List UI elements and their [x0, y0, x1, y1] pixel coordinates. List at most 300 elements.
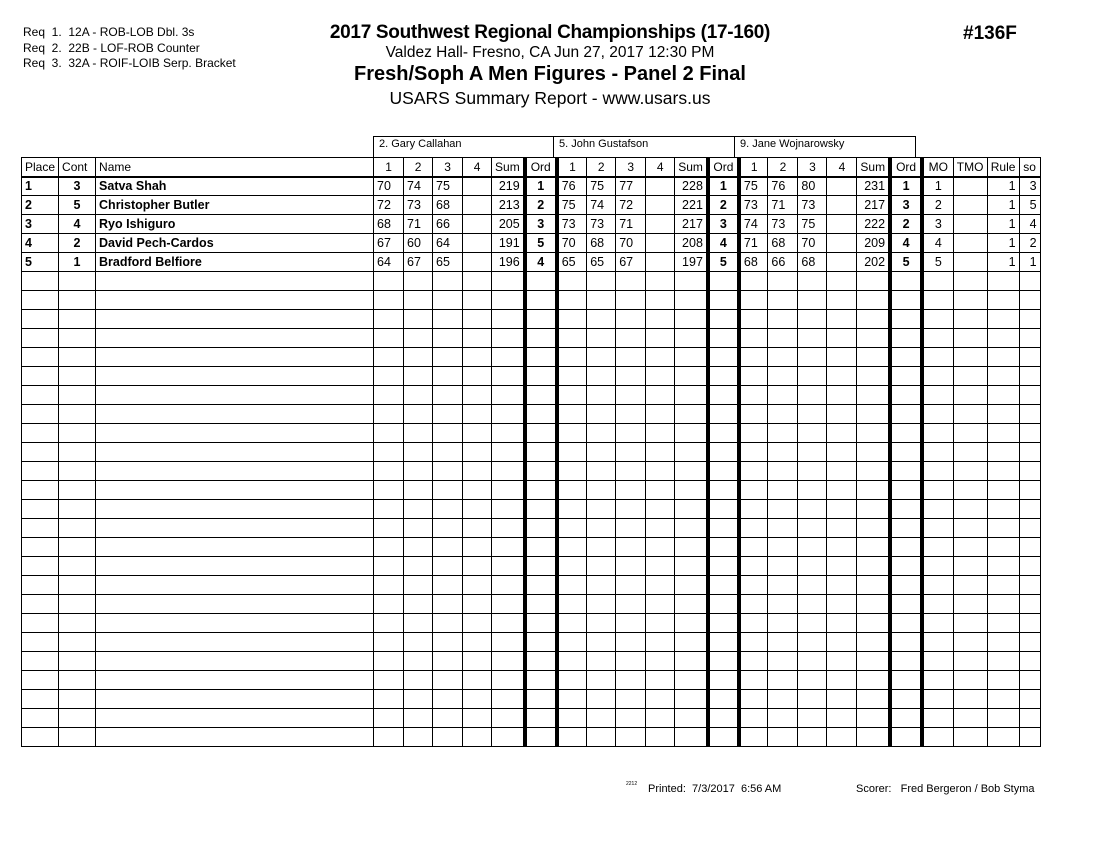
empty-cell [890, 310, 922, 329]
empty-cell [768, 310, 798, 329]
empty-cell [1019, 709, 1040, 728]
empty-cell [798, 367, 827, 386]
empty-cell [739, 291, 768, 310]
empty-cell [890, 671, 922, 690]
empty-cell [739, 633, 768, 652]
empty-row [22, 310, 1041, 329]
empty-cell [708, 386, 739, 405]
empty-cell [616, 690, 646, 709]
empty-cell [857, 291, 890, 310]
empty-cell [616, 633, 646, 652]
empty-cell [616, 500, 646, 519]
ordinal-cell: 1 [890, 177, 922, 196]
empty-cell [987, 329, 1019, 348]
empty-cell [557, 462, 587, 481]
empty-cell [798, 557, 827, 576]
empty-cell [557, 424, 587, 443]
cont-cell: 1 [59, 253, 96, 272]
empty-cell [675, 348, 708, 367]
empty-cell [857, 728, 890, 747]
empty-cell [557, 481, 587, 500]
empty-cell [798, 386, 827, 405]
empty-cell [587, 348, 616, 367]
empty-cell [922, 481, 953, 500]
empty-cell [525, 443, 557, 462]
empty-cell [433, 576, 463, 595]
score-cell: 64 [374, 253, 404, 272]
empty-cell [922, 310, 953, 329]
empty-cell [1019, 538, 1040, 557]
empty-cell [616, 557, 646, 576]
empty-cell [463, 576, 492, 595]
empty-cell [404, 652, 433, 671]
empty-cell [1019, 310, 1040, 329]
empty-cell [463, 462, 492, 481]
empty-cell [953, 595, 987, 614]
empty-cell [739, 310, 768, 329]
empty-cell [616, 595, 646, 614]
empty-cell [525, 671, 557, 690]
empty-cell [616, 367, 646, 386]
empty-cell [374, 291, 404, 310]
empty-cell [827, 519, 857, 538]
empty-cell [768, 424, 798, 443]
empty-cell [798, 633, 827, 652]
empty-cell [374, 595, 404, 614]
empty-cell [768, 671, 798, 690]
score-cell: 73 [587, 215, 616, 234]
empty-row [22, 462, 1041, 481]
empty-cell [953, 690, 987, 709]
empty-cell [59, 405, 96, 424]
empty-cell [857, 595, 890, 614]
empty-cell [433, 500, 463, 519]
empty-cell [675, 329, 708, 348]
empty-cell [827, 291, 857, 310]
empty-cell [708, 652, 739, 671]
empty-cell [857, 424, 890, 443]
col-so: so [1019, 158, 1040, 177]
empty-cell [890, 405, 922, 424]
col-j1-s3: 3 [433, 158, 463, 177]
score-cell: 70 [374, 177, 404, 196]
rule-cell: 1 [987, 215, 1019, 234]
empty-cell [96, 405, 374, 424]
empty-cell [987, 500, 1019, 519]
empty-cell [59, 557, 96, 576]
empty-cell [890, 690, 922, 709]
score-cell: 60 [404, 234, 433, 253]
empty-cell [708, 310, 739, 329]
score-cell: 73 [798, 196, 827, 215]
empty-cell [987, 367, 1019, 386]
empty-cell [675, 709, 708, 728]
empty-row [22, 329, 1041, 348]
empty-cell [557, 272, 587, 291]
empty-cell [587, 538, 616, 557]
empty-cell [463, 728, 492, 747]
empty-cell [646, 329, 675, 348]
sum-cell: 217 [675, 215, 708, 234]
empty-cell [798, 538, 827, 557]
empty-cell [96, 310, 374, 329]
empty-cell [953, 538, 987, 557]
empty-cell [857, 367, 890, 386]
empty-cell [675, 633, 708, 652]
empty-cell [646, 690, 675, 709]
empty-cell [404, 310, 433, 329]
empty-cell [492, 538, 525, 557]
empty-cell [1019, 348, 1040, 367]
empty-cell [827, 633, 857, 652]
score-cell: 71 [404, 215, 433, 234]
empty-cell [890, 576, 922, 595]
empty-cell [22, 462, 59, 481]
empty-cell [953, 367, 987, 386]
empty-cell [463, 386, 492, 405]
ordinal-cell: 5 [708, 253, 739, 272]
empty-cell [675, 595, 708, 614]
empty-cell [96, 671, 374, 690]
empty-cell [463, 709, 492, 728]
empty-cell [492, 576, 525, 595]
empty-cell [22, 291, 59, 310]
empty-cell [374, 671, 404, 690]
empty-cell [587, 272, 616, 291]
empty-cell [739, 348, 768, 367]
empty-cell [404, 386, 433, 405]
cont-cell: 4 [59, 215, 96, 234]
empty-cell [616, 652, 646, 671]
empty-cell [374, 424, 404, 443]
empty-cell [22, 424, 59, 443]
empty-cell [857, 652, 890, 671]
empty-cell [953, 728, 987, 747]
col-j3-s4: 4 [827, 158, 857, 177]
empty-cell [768, 652, 798, 671]
empty-cell [59, 671, 96, 690]
empty-cell [525, 557, 557, 576]
score-cell [646, 196, 675, 215]
score-cell [646, 234, 675, 253]
empty-cell [22, 614, 59, 633]
empty-cell [857, 481, 890, 500]
empty-cell [646, 614, 675, 633]
empty-cell [987, 348, 1019, 367]
venue-datetime: Valdez Hall- Fresno, CA Jun 27, 2017 12:30 PM [385, 44, 715, 61]
empty-cell [768, 728, 798, 747]
empty-cell [827, 500, 857, 519]
score-cell: 71 [768, 196, 798, 215]
empty-cell [404, 329, 433, 348]
empty-cell [857, 633, 890, 652]
empty-cell [525, 329, 557, 348]
empty-cell [587, 500, 616, 519]
empty-cell [374, 443, 404, 462]
cont-cell: 3 [59, 177, 96, 196]
empty-cell [463, 614, 492, 633]
requirements-list [23, 25, 236, 72]
empty-cell [22, 348, 59, 367]
score-cell: 68 [798, 253, 827, 272]
empty-cell [463, 595, 492, 614]
name-cell: Satva Shah [96, 177, 374, 196]
sum-cell: 231 [857, 177, 890, 196]
empty-cell [96, 709, 374, 728]
empty-cell [827, 272, 857, 291]
empty-cell [739, 367, 768, 386]
empty-cell [827, 595, 857, 614]
empty-cell [557, 728, 587, 747]
table-row [22, 234, 1041, 253]
empty-cell [646, 443, 675, 462]
score-cell: 70 [557, 234, 587, 253]
empty-cell [404, 367, 433, 386]
empty-cell [953, 405, 987, 424]
empty-cell [374, 348, 404, 367]
col-j1-s1: 1 [374, 158, 404, 177]
empty-cell [646, 557, 675, 576]
empty-cell [557, 614, 587, 633]
empty-cell [798, 310, 827, 329]
empty-cell [587, 462, 616, 481]
empty-cell [798, 614, 827, 633]
empty-cell [857, 310, 890, 329]
empty-cell [857, 519, 890, 538]
empty-cell [492, 329, 525, 348]
empty-cell [587, 367, 616, 386]
empty-cell [798, 690, 827, 709]
empty-cell [22, 709, 59, 728]
empty-cell [922, 728, 953, 747]
empty-cell [557, 310, 587, 329]
tmo-cell [953, 215, 987, 234]
empty-cell [59, 367, 96, 386]
empty-cell [987, 386, 1019, 405]
empty-cell [953, 272, 987, 291]
empty-cell [987, 633, 1019, 652]
empty-cell [987, 481, 1019, 500]
empty-cell [433, 481, 463, 500]
empty-cell [890, 538, 922, 557]
empty-cell [857, 348, 890, 367]
empty-cell [59, 310, 96, 329]
empty-cell [953, 519, 987, 538]
empty-cell [953, 576, 987, 595]
empty-cell [890, 500, 922, 519]
empty-cell [433, 633, 463, 652]
empty-cell [492, 671, 525, 690]
empty-cell [404, 671, 433, 690]
empty-cell [798, 709, 827, 728]
empty-cell [96, 576, 374, 595]
score-cell: 74 [404, 177, 433, 196]
empty-cell [374, 386, 404, 405]
empty-cell [987, 614, 1019, 633]
empty-cell [987, 709, 1019, 728]
empty-cell [463, 405, 492, 424]
ordinal-cell: 2 [890, 215, 922, 234]
empty-cell [525, 595, 557, 614]
empty-cell [675, 291, 708, 310]
empty-cell [59, 481, 96, 500]
empty-cell [827, 690, 857, 709]
empty-cell [59, 519, 96, 538]
ordinal-cell: 3 [708, 215, 739, 234]
empty-cell [827, 614, 857, 633]
empty-cell [708, 595, 739, 614]
empty-cell [404, 405, 433, 424]
empty-cell [1019, 405, 1040, 424]
empty-cell [404, 443, 433, 462]
empty-cell [922, 576, 953, 595]
col-j2-sum: Sum [675, 158, 708, 177]
empty-cell [798, 576, 827, 595]
empty-cell [675, 557, 708, 576]
empty-cell [433, 310, 463, 329]
score-cell [827, 253, 857, 272]
empty-cell [798, 595, 827, 614]
empty-cell [890, 386, 922, 405]
empty-cell [374, 576, 404, 595]
empty-cell [675, 462, 708, 481]
score-cell: 68 [739, 253, 768, 272]
empty-cell [404, 633, 433, 652]
empty-cell [890, 633, 922, 652]
score-cell: 74 [739, 215, 768, 234]
empty-cell [922, 329, 953, 348]
col-name: Name [96, 158, 374, 177]
empty-row [22, 728, 1041, 747]
empty-cell [433, 272, 463, 291]
empty-cell [22, 690, 59, 709]
empty-cell [374, 272, 404, 291]
place-cell: 5 [22, 253, 59, 272]
empty-cell [525, 538, 557, 557]
empty-cell [557, 329, 587, 348]
empty-cell [616, 462, 646, 481]
empty-cell [59, 443, 96, 462]
score-cell [463, 177, 492, 196]
requirement-1: Req 1. 12A - ROB-LOB Dbl. 3s [23, 25, 195, 39]
ordinal-cell: 1 [708, 177, 739, 196]
score-cell: 73 [739, 196, 768, 215]
empty-cell [768, 329, 798, 348]
footer-mark: 2212 [626, 781, 638, 787]
empty-cell [857, 386, 890, 405]
empty-cell [587, 671, 616, 690]
empty-cell [922, 633, 953, 652]
score-cell: 73 [404, 196, 433, 215]
col-j3-sum: Sum [857, 158, 890, 177]
empty-cell [827, 348, 857, 367]
empty-cell [492, 690, 525, 709]
empty-cell [616, 348, 646, 367]
empty-cell [739, 443, 768, 462]
empty-cell [557, 291, 587, 310]
score-cell: 65 [587, 253, 616, 272]
empty-cell [708, 424, 739, 443]
empty-cell [857, 709, 890, 728]
col-j1-sum: Sum [492, 158, 525, 177]
empty-cell [59, 462, 96, 481]
mo-cell: 1 [922, 177, 953, 196]
empty-cell [953, 709, 987, 728]
empty-cell [374, 500, 404, 519]
empty-row [22, 481, 1041, 500]
empty-cell [22, 272, 59, 291]
score-cell: 74 [587, 196, 616, 215]
empty-cell [922, 272, 953, 291]
score-cell: 80 [798, 177, 827, 196]
empty-cell [616, 272, 646, 291]
score-cell: 66 [768, 253, 798, 272]
rule-cell: 1 [987, 177, 1019, 196]
empty-cell [492, 557, 525, 576]
score-cell [463, 253, 492, 272]
empty-cell [374, 538, 404, 557]
empty-cell [492, 348, 525, 367]
empty-row [22, 367, 1041, 386]
empty-cell [675, 367, 708, 386]
empty-row [22, 405, 1041, 424]
tmo-cell [953, 234, 987, 253]
score-cell [646, 253, 675, 272]
empty-cell [433, 595, 463, 614]
empty-cell [557, 405, 587, 424]
empty-cell [675, 500, 708, 519]
empty-cell [404, 462, 433, 481]
empty-cell [646, 652, 675, 671]
empty-cell [890, 462, 922, 481]
empty-cell [708, 481, 739, 500]
score-cell [463, 234, 492, 253]
empty-cell [708, 329, 739, 348]
empty-cell [59, 500, 96, 519]
empty-cell [22, 595, 59, 614]
empty-cell [463, 291, 492, 310]
empty-cell [768, 614, 798, 633]
empty-cell [739, 671, 768, 690]
empty-cell [22, 310, 59, 329]
empty-cell [557, 538, 587, 557]
empty-cell [890, 481, 922, 500]
empty-row [22, 614, 1041, 633]
empty-cell [739, 652, 768, 671]
empty-cell [433, 443, 463, 462]
empty-cell [557, 633, 587, 652]
judge-header-3: 9. Jane Wojnarowsky [734, 136, 916, 157]
empty-row [22, 291, 1041, 310]
empty-cell [22, 652, 59, 671]
empty-cell [587, 614, 616, 633]
empty-cell [890, 519, 922, 538]
empty-cell [890, 329, 922, 348]
empty-cell [96, 462, 374, 481]
empty-cell [708, 614, 739, 633]
empty-cell [646, 709, 675, 728]
score-cell: 73 [768, 215, 798, 234]
empty-cell [768, 443, 798, 462]
empty-cell [827, 462, 857, 481]
score-cell: 75 [739, 177, 768, 196]
empty-cell [922, 595, 953, 614]
empty-cell [557, 367, 587, 386]
empty-cell [22, 576, 59, 595]
empty-cell [675, 519, 708, 538]
empty-cell [404, 519, 433, 538]
empty-cell [675, 310, 708, 329]
